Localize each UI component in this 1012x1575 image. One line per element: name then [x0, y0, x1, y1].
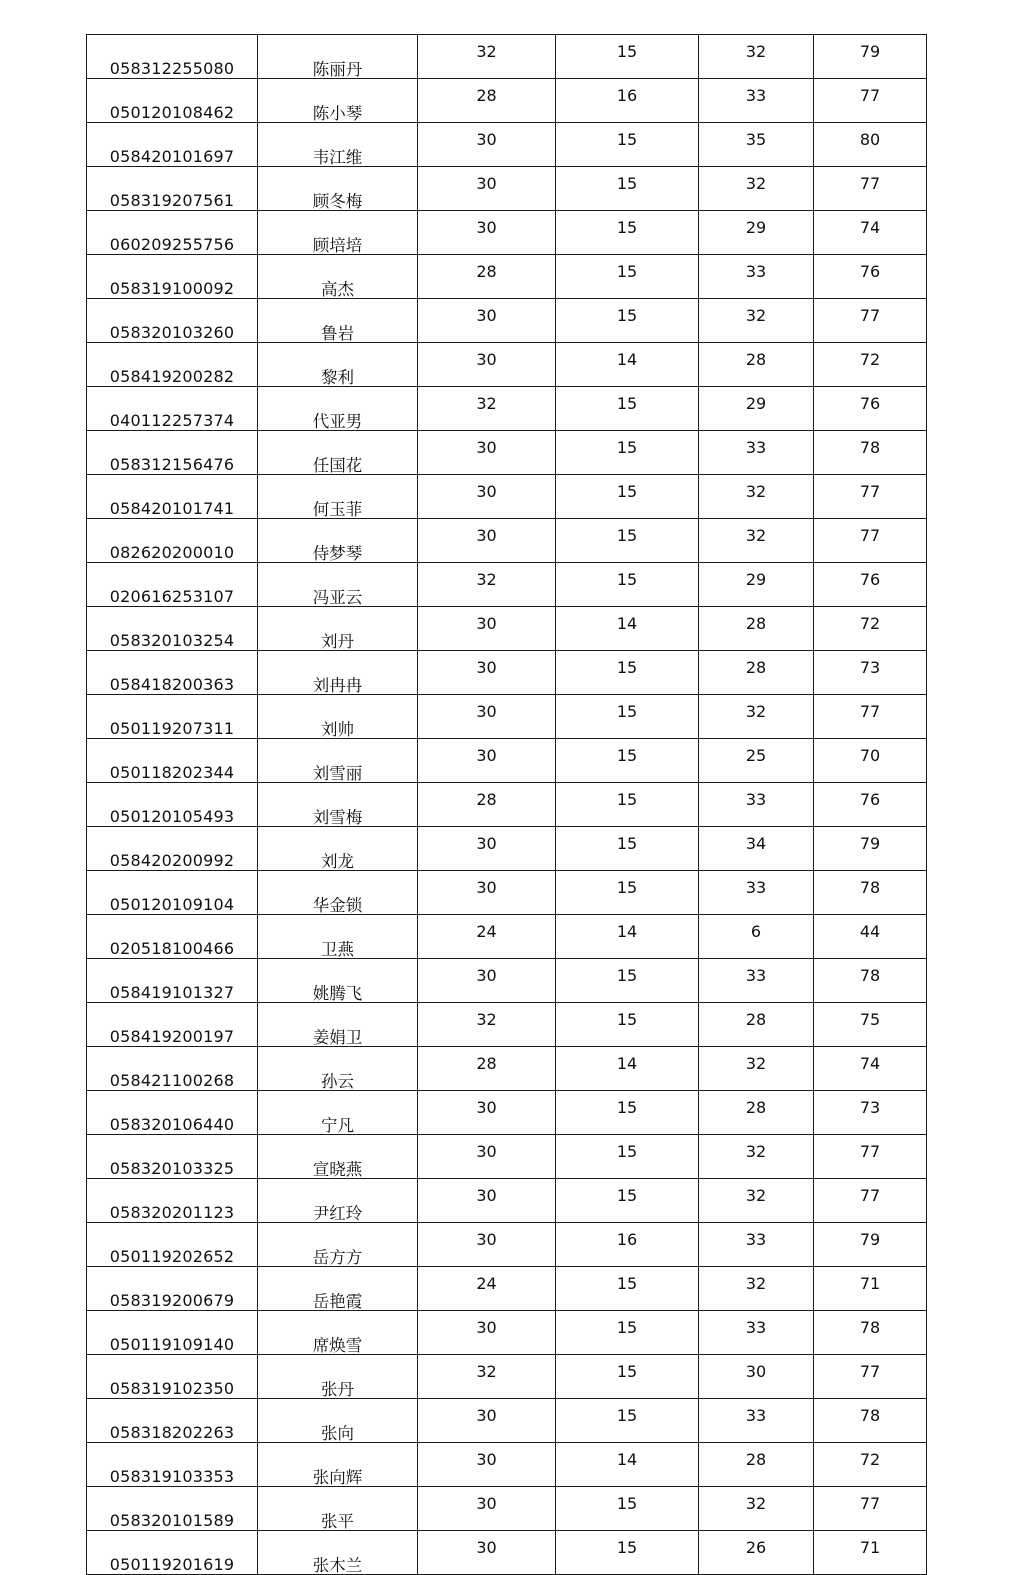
score-3-cell: 33 — [699, 1399, 814, 1443]
candidate-id-cell: 058418200363 — [87, 651, 258, 695]
score-1-cell: 24 — [418, 1267, 556, 1311]
total-score-cell: 74 — [814, 1047, 927, 1091]
table-row — [87, 35, 927, 79]
score-3-cell: 33 — [699, 871, 814, 915]
candidate-id-cell: 058319103353 — [87, 1443, 258, 1487]
candidate-id-cell: 058320103254 — [87, 607, 258, 651]
score-2-cell: 15 — [556, 871, 699, 915]
score-3-cell: 33 — [699, 255, 814, 299]
candidate-name-cell: 刘丹 — [258, 607, 418, 651]
table-row — [87, 651, 927, 695]
table-row — [87, 1399, 927, 1443]
score-1-cell: 28 — [418, 79, 556, 123]
table-row — [87, 475, 927, 519]
score-1-cell: 30 — [418, 827, 556, 871]
score-1-cell: 30 — [418, 211, 556, 255]
score-2-cell: 16 — [556, 79, 699, 123]
total-score-cell: 77 — [814, 167, 927, 211]
table-row — [87, 607, 927, 651]
score-1-cell: 30 — [418, 123, 556, 167]
score-2-cell: 15 — [556, 1487, 699, 1531]
candidate-name-cell: 卫燕 — [258, 915, 418, 959]
total-score-cell: 77 — [814, 695, 927, 739]
table-row — [87, 519, 927, 563]
total-score-cell: 72 — [814, 1443, 927, 1487]
total-score-cell: 76 — [814, 387, 927, 431]
candidate-name-cell: 席焕雪 — [258, 1311, 418, 1355]
score-3-cell: 28 — [699, 1003, 814, 1047]
score-2-cell: 15 — [556, 211, 699, 255]
score-1-cell: 32 — [418, 35, 556, 79]
score-1-cell: 32 — [418, 387, 556, 431]
score-3-cell: 30 — [699, 1355, 814, 1399]
score-1-cell: 30 — [418, 959, 556, 1003]
score-2-cell: 15 — [556, 563, 699, 607]
score-3-cell: 28 — [699, 1443, 814, 1487]
score-2-cell: 16 — [556, 1223, 699, 1267]
total-score-cell: 77 — [814, 1179, 927, 1223]
candidate-name-cell: 张平 — [258, 1487, 418, 1531]
score-2-cell: 15 — [556, 739, 699, 783]
candidate-id-cell: 050119109140 — [87, 1311, 258, 1355]
score-table — [86, 34, 927, 1575]
table-row — [87, 783, 927, 827]
score-1-cell: 30 — [418, 519, 556, 563]
score-1-cell: 30 — [418, 1135, 556, 1179]
candidate-id-cell: 020616253107 — [87, 563, 258, 607]
table-row — [87, 695, 927, 739]
total-score-cell: 79 — [814, 1223, 927, 1267]
candidate-name-cell: 岳艳霞 — [258, 1267, 418, 1311]
score-1-cell: 30 — [418, 1399, 556, 1443]
candidate-name-cell: 高杰 — [258, 255, 418, 299]
score-3-cell: 33 — [699, 431, 814, 475]
score-2-cell: 15 — [556, 387, 699, 431]
candidate-id-cell: 058420200992 — [87, 827, 258, 871]
table-row — [87, 1311, 927, 1355]
total-score-cell: 44 — [814, 915, 927, 959]
score-1-cell: 28 — [418, 783, 556, 827]
total-score-cell: 78 — [814, 959, 927, 1003]
score-1-cell: 30 — [418, 695, 556, 739]
score-2-cell: 15 — [556, 1399, 699, 1443]
candidate-id-cell: 058320101589 — [87, 1487, 258, 1531]
candidate-id-cell: 050120108462 — [87, 79, 258, 123]
table-row — [87, 255, 927, 299]
total-score-cell: 78 — [814, 1311, 927, 1355]
score-3-cell: 28 — [699, 343, 814, 387]
score-3-cell: 29 — [699, 563, 814, 607]
table-row — [87, 431, 927, 475]
score-3-cell: 35 — [699, 123, 814, 167]
score-3-cell: 32 — [699, 167, 814, 211]
total-score-cell: 78 — [814, 1399, 927, 1443]
total-score-cell: 77 — [814, 299, 927, 343]
score-1-cell: 28 — [418, 1047, 556, 1091]
candidate-id-cell: 058319102350 — [87, 1355, 258, 1399]
total-score-cell: 76 — [814, 783, 927, 827]
score-3-cell: 33 — [699, 783, 814, 827]
candidate-name-cell: 姜娟卫 — [258, 1003, 418, 1047]
score-1-cell: 24 — [418, 915, 556, 959]
score-2-cell: 15 — [556, 1355, 699, 1399]
score-2-cell: 15 — [556, 35, 699, 79]
score-1-cell: 30 — [418, 431, 556, 475]
score-3-cell: 25 — [699, 739, 814, 783]
total-score-cell: 78 — [814, 871, 927, 915]
candidate-id-cell: 082620200010 — [87, 519, 258, 563]
table-row — [87, 871, 927, 915]
score-2-cell: 15 — [556, 827, 699, 871]
score-2-cell: 15 — [556, 1003, 699, 1047]
total-score-cell: 77 — [814, 1135, 927, 1179]
score-1-cell: 30 — [418, 1531, 556, 1575]
table-row — [87, 915, 927, 959]
table-row — [87, 827, 927, 871]
candidate-name-cell: 陈丽丹 — [258, 35, 418, 79]
score-2-cell: 15 — [556, 695, 699, 739]
table-row — [87, 1179, 927, 1223]
score-1-cell: 30 — [418, 1311, 556, 1355]
score-3-cell: 34 — [699, 827, 814, 871]
score-2-cell: 15 — [556, 255, 699, 299]
total-score-cell: 72 — [814, 607, 927, 651]
candidate-name-cell: 刘雪梅 — [258, 783, 418, 827]
score-3-cell: 33 — [699, 79, 814, 123]
candidate-name-cell: 刘龙 — [258, 827, 418, 871]
table-row — [87, 343, 927, 387]
candidate-name-cell: 冯亚云 — [258, 563, 418, 607]
total-score-cell: 76 — [814, 563, 927, 607]
score-2-cell: 15 — [556, 475, 699, 519]
score-3-cell: 26 — [699, 1531, 814, 1575]
score-3-cell: 32 — [699, 695, 814, 739]
table-row — [87, 299, 927, 343]
score-2-cell: 15 — [556, 1179, 699, 1223]
score-1-cell: 32 — [418, 1003, 556, 1047]
candidate-name-cell: 韦江维 — [258, 123, 418, 167]
total-score-cell: 74 — [814, 211, 927, 255]
table-row — [87, 1531, 927, 1575]
table-row — [87, 1267, 927, 1311]
score-2-cell: 14 — [556, 607, 699, 651]
score-1-cell: 30 — [418, 343, 556, 387]
total-score-cell: 75 — [814, 1003, 927, 1047]
candidate-id-cell: 058312255080 — [87, 35, 258, 79]
candidate-name-cell: 华金锁 — [258, 871, 418, 915]
candidate-id-cell: 058319207561 — [87, 167, 258, 211]
total-score-cell: 77 — [814, 475, 927, 519]
score-3-cell: 32 — [699, 1267, 814, 1311]
table-row — [87, 1355, 927, 1399]
candidate-id-cell: 050119207311 — [87, 695, 258, 739]
score-1-cell: 28 — [418, 255, 556, 299]
score-2-cell: 14 — [556, 915, 699, 959]
candidate-id-cell: 058319200679 — [87, 1267, 258, 1311]
candidate-name-cell: 刘雪丽 — [258, 739, 418, 783]
score-3-cell: 29 — [699, 211, 814, 255]
candidate-name-cell: 孙云 — [258, 1047, 418, 1091]
score-1-cell: 30 — [418, 1487, 556, 1531]
candidate-id-cell: 050119201619 — [87, 1531, 258, 1575]
candidate-name-cell: 岳方方 — [258, 1223, 418, 1267]
score-1-cell: 30 — [418, 1091, 556, 1135]
candidate-id-cell: 050119202652 — [87, 1223, 258, 1267]
table-row — [87, 1091, 927, 1135]
total-score-cell: 71 — [814, 1267, 927, 1311]
candidate-id-cell: 060209255756 — [87, 211, 258, 255]
score-1-cell: 30 — [418, 299, 556, 343]
table-row — [87, 123, 927, 167]
table-row — [87, 959, 927, 1003]
score-2-cell: 15 — [556, 783, 699, 827]
candidate-name-cell: 尹红玲 — [258, 1179, 418, 1223]
candidate-name-cell: 任国花 — [258, 431, 418, 475]
candidate-id-cell: 050120105493 — [87, 783, 258, 827]
score-2-cell: 15 — [556, 123, 699, 167]
total-score-cell: 73 — [814, 1091, 927, 1135]
total-score-cell: 79 — [814, 827, 927, 871]
score-2-cell: 14 — [556, 1047, 699, 1091]
score-1-cell: 30 — [418, 607, 556, 651]
candidate-id-cell: 058312156476 — [87, 431, 258, 475]
candidate-id-cell: 058320106440 — [87, 1091, 258, 1135]
score-2-cell: 15 — [556, 651, 699, 695]
candidate-id-cell: 058320103260 — [87, 299, 258, 343]
score-2-cell: 15 — [556, 1091, 699, 1135]
table-row — [87, 211, 927, 255]
candidate-name-cell: 陈小琴 — [258, 79, 418, 123]
candidate-name-cell: 侍梦琴 — [258, 519, 418, 563]
candidate-name-cell: 张丹 — [258, 1355, 418, 1399]
score-3-cell: 32 — [699, 1135, 814, 1179]
score-1-cell: 30 — [418, 1223, 556, 1267]
score-1-cell: 32 — [418, 1355, 556, 1399]
total-score-cell: 78 — [814, 431, 927, 475]
candidate-name-cell: 代亚男 — [258, 387, 418, 431]
table-row — [87, 1487, 927, 1531]
table-row — [87, 1003, 927, 1047]
score-3-cell: 28 — [699, 1091, 814, 1135]
score-3-cell: 32 — [699, 1047, 814, 1091]
total-score-cell: 77 — [814, 519, 927, 563]
table-row — [87, 563, 927, 607]
candidate-name-cell: 黎利 — [258, 343, 418, 387]
score-3-cell: 33 — [699, 959, 814, 1003]
score-3-cell: 28 — [699, 651, 814, 695]
score-2-cell: 15 — [556, 1531, 699, 1575]
candidate-id-cell: 058419101327 — [87, 959, 258, 1003]
score-3-cell: 32 — [699, 35, 814, 79]
candidate-id-cell: 058419200197 — [87, 1003, 258, 1047]
candidate-name-cell: 鲁岩 — [258, 299, 418, 343]
candidate-name-cell: 顾培培 — [258, 211, 418, 255]
candidate-name-cell: 姚腾飞 — [258, 959, 418, 1003]
candidate-id-cell: 058320201123 — [87, 1179, 258, 1223]
score-1-cell: 30 — [418, 475, 556, 519]
total-score-cell: 70 — [814, 739, 927, 783]
candidate-name-cell: 张木兰 — [258, 1531, 418, 1575]
score-3-cell: 28 — [699, 607, 814, 651]
candidate-name-cell: 宣晓燕 — [258, 1135, 418, 1179]
candidate-id-cell: 050118202344 — [87, 739, 258, 783]
candidate-id-cell: 020518100466 — [87, 915, 258, 959]
candidate-id-cell: 058420101741 — [87, 475, 258, 519]
score-3-cell: 32 — [699, 519, 814, 563]
score-3-cell: 6 — [699, 915, 814, 959]
score-1-cell: 30 — [418, 167, 556, 211]
score-2-cell: 14 — [556, 1443, 699, 1487]
score-2-cell: 15 — [556, 1267, 699, 1311]
candidate-name-cell: 宁凡 — [258, 1091, 418, 1135]
candidate-name-cell: 刘冉冉 — [258, 651, 418, 695]
candidate-name-cell: 顾冬梅 — [258, 167, 418, 211]
score-2-cell: 15 — [556, 959, 699, 1003]
score-2-cell: 15 — [556, 1135, 699, 1179]
total-score-cell: 71 — [814, 1531, 927, 1575]
score-3-cell: 29 — [699, 387, 814, 431]
candidate-name-cell: 张向辉 — [258, 1443, 418, 1487]
candidate-name-cell: 张向 — [258, 1399, 418, 1443]
score-2-cell: 15 — [556, 299, 699, 343]
score-1-cell: 30 — [418, 739, 556, 783]
candidate-id-cell: 058420101697 — [87, 123, 258, 167]
score-2-cell: 15 — [556, 431, 699, 475]
score-1-cell: 30 — [418, 1443, 556, 1487]
total-score-cell: 73 — [814, 651, 927, 695]
score-2-cell: 15 — [556, 167, 699, 211]
score-2-cell: 15 — [556, 1311, 699, 1355]
candidate-id-cell: 058419200282 — [87, 343, 258, 387]
score-1-cell: 32 — [418, 563, 556, 607]
table-row — [87, 1047, 927, 1091]
score-1-cell: 30 — [418, 871, 556, 915]
candidate-id-cell: 058319100092 — [87, 255, 258, 299]
score-3-cell: 32 — [699, 1487, 814, 1531]
table-row — [87, 167, 927, 211]
table-row — [87, 387, 927, 431]
score-3-cell: 33 — [699, 1311, 814, 1355]
score-2-cell: 15 — [556, 519, 699, 563]
score-1-cell: 30 — [418, 651, 556, 695]
total-score-cell: 80 — [814, 123, 927, 167]
score-3-cell: 32 — [699, 475, 814, 519]
total-score-cell: 76 — [814, 255, 927, 299]
total-score-cell: 79 — [814, 35, 927, 79]
score-table-body — [87, 35, 927, 1575]
table-row — [87, 79, 927, 123]
score-2-cell: 14 — [556, 343, 699, 387]
candidate-id-cell: 058421100268 — [87, 1047, 258, 1091]
candidate-name-cell: 何玉菲 — [258, 475, 418, 519]
candidate-id-cell: 058318202263 — [87, 1399, 258, 1443]
table-row — [87, 1443, 927, 1487]
total-score-cell: 77 — [814, 1355, 927, 1399]
table-row — [87, 1223, 927, 1267]
score-3-cell: 33 — [699, 1223, 814, 1267]
candidate-id-cell: 050120109104 — [87, 871, 258, 915]
total-score-cell: 77 — [814, 1487, 927, 1531]
total-score-cell: 77 — [814, 79, 927, 123]
candidate-name-cell: 刘帅 — [258, 695, 418, 739]
table-row — [87, 739, 927, 783]
candidate-id-cell: 058320103325 — [87, 1135, 258, 1179]
total-score-cell: 72 — [814, 343, 927, 387]
table-row — [87, 1135, 927, 1179]
score-3-cell: 32 — [699, 1179, 814, 1223]
score-1-cell: 30 — [418, 1179, 556, 1223]
score-3-cell: 32 — [699, 299, 814, 343]
candidate-id-cell: 040112257374 — [87, 387, 258, 431]
